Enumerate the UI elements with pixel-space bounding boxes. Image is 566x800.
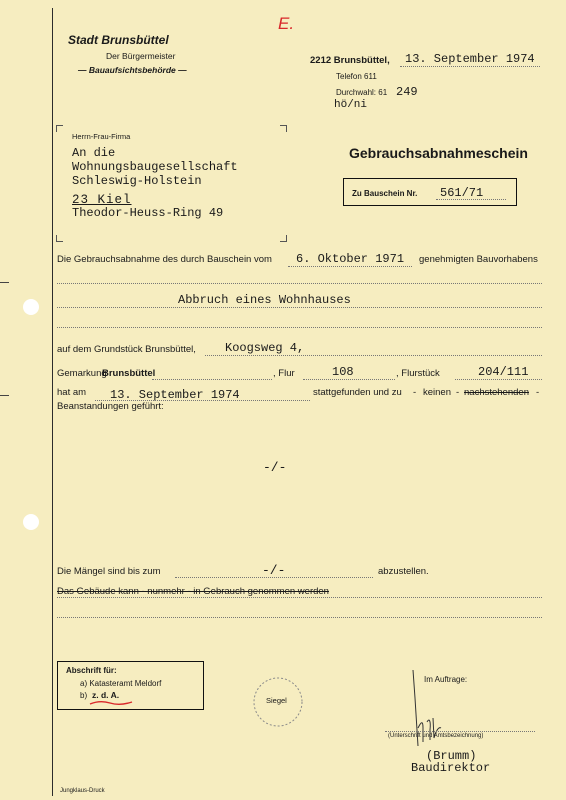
fold-mark-2 [0, 395, 9, 396]
address-line-2: Wohnungsbaugesellschaft [72, 160, 238, 174]
no-objections-dash: -/- [263, 460, 287, 475]
blank-dotline-3 [57, 617, 542, 618]
gemarkung-label: Gemarkung [57, 368, 107, 379]
beanstandungen-text: Beanstandungen geführt: [57, 401, 164, 412]
address-line-3: Schleswig-Holstein [72, 174, 202, 188]
durchwahl-label: Durchwahl: 61 [336, 88, 388, 97]
window-corner-tl [56, 125, 63, 132]
maengel-text: Die Mängel sind bis zum [57, 566, 161, 577]
flurstueck-value: 204/111 [478, 365, 529, 379]
city-heading: Stadt Brunsbüttel [68, 33, 169, 47]
document-title: Gebrauchsabnahmeschein [349, 145, 528, 161]
flur-dotline [303, 379, 395, 380]
punch-hole-top [23, 299, 39, 315]
grundstueck-value: Koogsweg 4, [225, 341, 305, 355]
intro-text-end: genehmigten Bauvorhabens [419, 254, 538, 265]
im-auftrage: Im Auftrage: [424, 675, 468, 684]
flurstueck-dotline [455, 379, 542, 380]
margin-line [52, 8, 53, 796]
abschrift-a: a) Katasteramt Meldorf [80, 679, 162, 688]
dash-3: - [536, 387, 540, 398]
nachstehenden-text: nachstehenden [464, 387, 529, 398]
signer-title: Baudirektor [411, 761, 491, 775]
abschrift-b-value: z. d. A. [92, 690, 120, 700]
intro-text: Die Gebrauchsabnahme des durch Bauschein vom [57, 254, 272, 265]
maengel-dash: -/- [262, 563, 286, 578]
mayor-line: Der Bürgermeister [106, 51, 176, 61]
bauschein-label: Zu Bauschein Nr. [352, 189, 418, 198]
telefon: Telefon 611 [336, 72, 377, 81]
dash-1: - [413, 387, 417, 398]
blank-dotline-1 [57, 283, 542, 284]
gemarkung-dotline [152, 379, 272, 380]
bauschein-date-dotline [288, 266, 412, 267]
window-corner-br [280, 235, 287, 242]
window-corner-bl [56, 235, 63, 242]
address-street: Theodor-Heuss-Ring 49 [72, 206, 224, 220]
project-dotline [57, 307, 542, 308]
blank-dotline-2 [57, 327, 542, 328]
red-underline-icon [88, 699, 134, 707]
grundstueck-label: auf dem Grundstück Brunsbüttel, [57, 344, 196, 355]
fold-mark-1 [0, 282, 9, 283]
hat-am-label: hat am [57, 387, 87, 398]
bauschein-value: 561/71 [440, 186, 484, 200]
project-description: Abbruch eines Wohnhauses [178, 293, 351, 307]
signature-caption: (Unterschrift und Amtsbezeichnung) [388, 733, 484, 739]
window-corner-tr [280, 125, 287, 132]
signer-name: (Brumm) [426, 749, 477, 763]
address-city: 23 Kiel [72, 193, 132, 207]
authority-line: — Bauaufsichtsbehörde — [78, 65, 187, 75]
printer-imprint: Jungklaus-Druck [60, 788, 105, 794]
bauschein-dotline [436, 199, 506, 200]
abschrift-b-label: b) [80, 691, 88, 700]
maengel-end: abzustellen. [378, 566, 429, 577]
gebaeude-text: Das Gebäude kann - nunmehr - in Gebrauch genommen werden [57, 586, 329, 597]
dash-2: - [456, 387, 460, 398]
bauschein-date: 6. Oktober 1971 [296, 252, 405, 266]
seal-label: Siegel [266, 696, 287, 705]
inspection-date: 13. September 1974 [110, 388, 240, 402]
flur-value: 108 [332, 365, 354, 379]
durchwahl-value: 249 [396, 85, 418, 99]
place: 2212 Brunsbüttel, [310, 55, 390, 66]
red-mark: E. [278, 14, 295, 33]
signature-dotline [385, 731, 535, 732]
gebaeude-dotline [57, 597, 542, 598]
abschrift-title: Abschrift für: [66, 666, 117, 675]
date: 13. September 1974 [405, 52, 535, 66]
reference: hö/ni [334, 99, 368, 111]
grundstueck-dotline [205, 355, 542, 356]
gemarkung-value: Brunsbüttel [102, 368, 156, 379]
flur-label: , Flur [273, 368, 295, 379]
punch-hole-bottom [23, 514, 39, 530]
date-dotline [400, 66, 540, 67]
address-line-1: An die [72, 146, 116, 160]
keinen-text: keinen [423, 387, 451, 398]
flurstueck-label: , Flurstück [396, 368, 440, 379]
address-label: Herrn-Frau-Firma [72, 132, 131, 141]
stattgefunden-text: stattgefunden und zu [313, 387, 402, 398]
